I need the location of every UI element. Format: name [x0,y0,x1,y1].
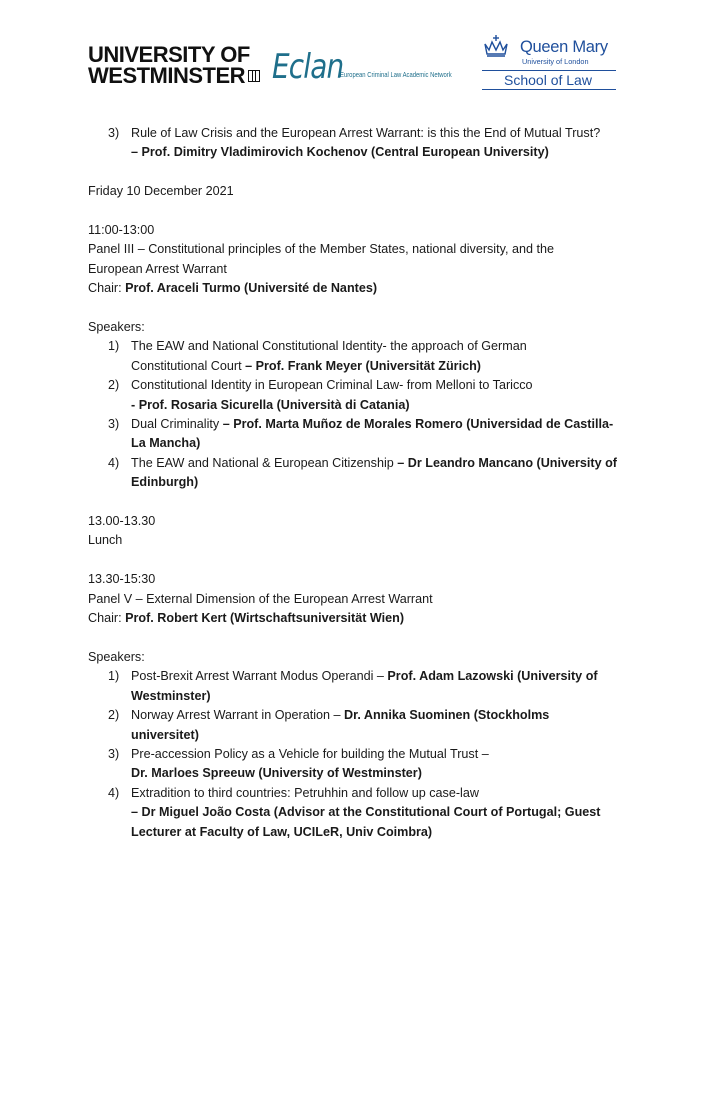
lunch-label: Lunch [88,533,123,548]
list-item: 3) Rule of Law Crisis and the European Arrest Warrant: is this the End of Mutual Trust? – Prof. Dimitry Vladimirovich Kochenov (Central European University) [108,126,601,160]
panel-title: Panel V – External Dimension of the European Arrest Warrant [88,591,433,606]
list-item: 4) The EAW and National & European Citizenship – Dr Leandro Mancano (University of Edinburgh) [108,455,617,490]
session-time: 13.00-13.30 [88,514,156,529]
programme-body [88,124,648,842]
eclan-subtitle: European Criminal Law Academic Network [340,70,452,79]
list-item: 2) Norway Arrest Warrant in Operation – Dr. Annika Suominen (Stockholms universitet) [108,708,550,742]
list-item: 3) Dual Criminality – Prof. Marta Muñoz de Morales Romero (Universidad de Castilla- La Mancha) [108,417,614,451]
session-time: 13.30-15:30 [88,572,156,587]
speakers-label: Speakers: [88,320,145,335]
speakers-label: Speakers: [88,649,145,664]
page-header: UNIVERSITY OF WESTMINSTER Eclan European Criminal Law Academic Network Queen Mary University of London School of Law [0,0,720,100]
crown-icon [482,34,510,58]
divider [482,70,616,71]
list-item: 2) Constitutional Identity in European Criminal Law- from Melloni to Taricco - Prof. Rosaria Sicurella (Università di Catania) [108,378,533,412]
panel-chair: Chair: Prof. Araceli Turmo (Université de Nantes) [88,281,378,296]
session-time: 11:00-13:00 [88,223,155,237]
list-item: 1) Post-Brexit Arrest Warrant Modus Operandi – Prof. Adam Lazowski (University of Westminster) [108,669,598,703]
day-heading: Friday 10 December 2021 [88,184,234,199]
westminster-grid-icon [248,70,260,82]
university-of-westminster-logo: UNIVERSITY OF WESTMINSTER [88,44,260,86]
list-item: 1) The EAW and National Constitutional Identity- the approach of German Constitutional Court – Prof. Frank Meyer (Universität Zürich) [108,339,527,373]
panel-chair: Chair: Prof. Robert Kert (Wirtschaftsuniversität Wien) [88,611,405,626]
divider [482,89,616,90]
eclan-logo: Eclan [272,47,344,87]
list-item: 4) Extradition to third countries: Petruhhin and follow up case-law – Dr Miguel João Costa (Advisor at the Constitutional Court of Portugal; Guest Lecturer at Faculty of Law, UCILeR, Univ Coimbra) [108,785,601,839]
panel-title: Panel III – Constitutional principles of the Member States, national diversity, and the European Arrest Warrant [88,242,554,276]
list-item: 3) Pre-accession Policy as a Vehicle for building the Mutual Trust – Dr. Marloes Spreeuw (University of Westminster) [108,746,489,781]
